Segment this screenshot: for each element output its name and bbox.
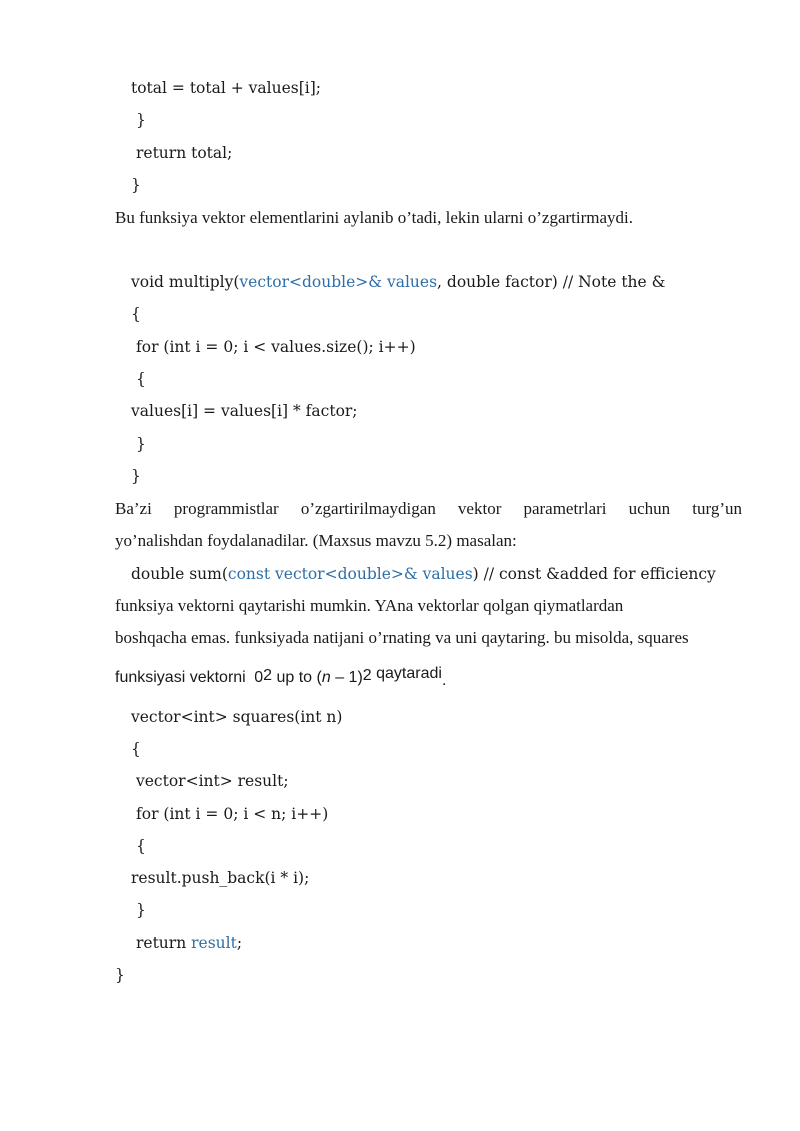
code-line: } — [136, 435, 146, 453]
text-run: funksiyasi vektorni — [115, 669, 246, 686]
paragraph-text: Ba’zi programmistlar o’zgartirilmaydigan vektor parametrlari uchun turg’un — [115, 499, 742, 518]
code-line — [131, 271, 665, 293]
text-run: . — [441, 672, 447, 689]
code-text: ; — [236, 934, 243, 952]
code-line: vector<int> squares(int n) — [131, 708, 343, 726]
text-run: qaytaradi — [371, 665, 442, 682]
code-text: , double factor) // Note the & — [437, 273, 666, 291]
code-line: } — [136, 111, 146, 129]
code-highlight: vector<double>& values — [239, 273, 438, 291]
code-line: vector<int> result; — [136, 772, 289, 790]
code-line: for (int i = 0; i < n; i++) — [136, 805, 329, 823]
code-line: } — [131, 176, 141, 194]
code-text: void multiply( — [131, 273, 240, 291]
code-highlight: result — [191, 934, 237, 952]
superscript: 2 — [263, 667, 273, 684]
math-run: 0 — [254, 669, 264, 686]
code-line — [131, 563, 716, 585]
code-line: { — [136, 370, 146, 388]
code-text: double sum( — [131, 565, 228, 583]
code-line: for (int i = 0; i < values.size(); i++) — [136, 338, 416, 356]
code-line: return total; — [136, 144, 233, 162]
code-line: } — [131, 467, 141, 485]
code-line: } — [115, 966, 125, 984]
paragraph-text: boshqacha emas. funksiyada natijani o’rnating va uni qaytaring. bu misolda, squares — [115, 628, 689, 647]
code-highlight: const vector<double>& values — [227, 565, 473, 583]
code-line: total = total + values[i]; — [131, 79, 321, 97]
paragraph-text: Bu funksiya vektor elementlarini aylanib o’tadi, lekin ularni o’zgartirmaydi. — [115, 208, 634, 227]
code-line: { — [131, 740, 141, 758]
code-line: { — [131, 305, 141, 323]
code-line: result.push_back(i * i); — [131, 869, 310, 887]
paragraph-text: yo’nalishdan foydalanadilar. (Maxsus mavzu 5.2) masalan: — [115, 531, 517, 550]
code-line: } — [136, 901, 146, 919]
text-run: up to ( — [272, 669, 322, 686]
code-line: values[i] = values[i] * factor; — [131, 402, 358, 420]
text-run: – 1) — [330, 669, 363, 686]
math-variable: n — [321, 669, 331, 686]
code-text: ) // const &added for efficiency — [472, 565, 716, 583]
paragraph-text: funksiya vektorni qaytarishi mumkin. YAna vektorlar qolgan qiymatlardan — [115, 596, 624, 615]
superscript: 2 — [362, 667, 372, 684]
code-text: return — [136, 934, 192, 952]
code-line — [136, 932, 242, 954]
code-line: { — [136, 837, 146, 855]
paragraph-text — [115, 666, 446, 689]
